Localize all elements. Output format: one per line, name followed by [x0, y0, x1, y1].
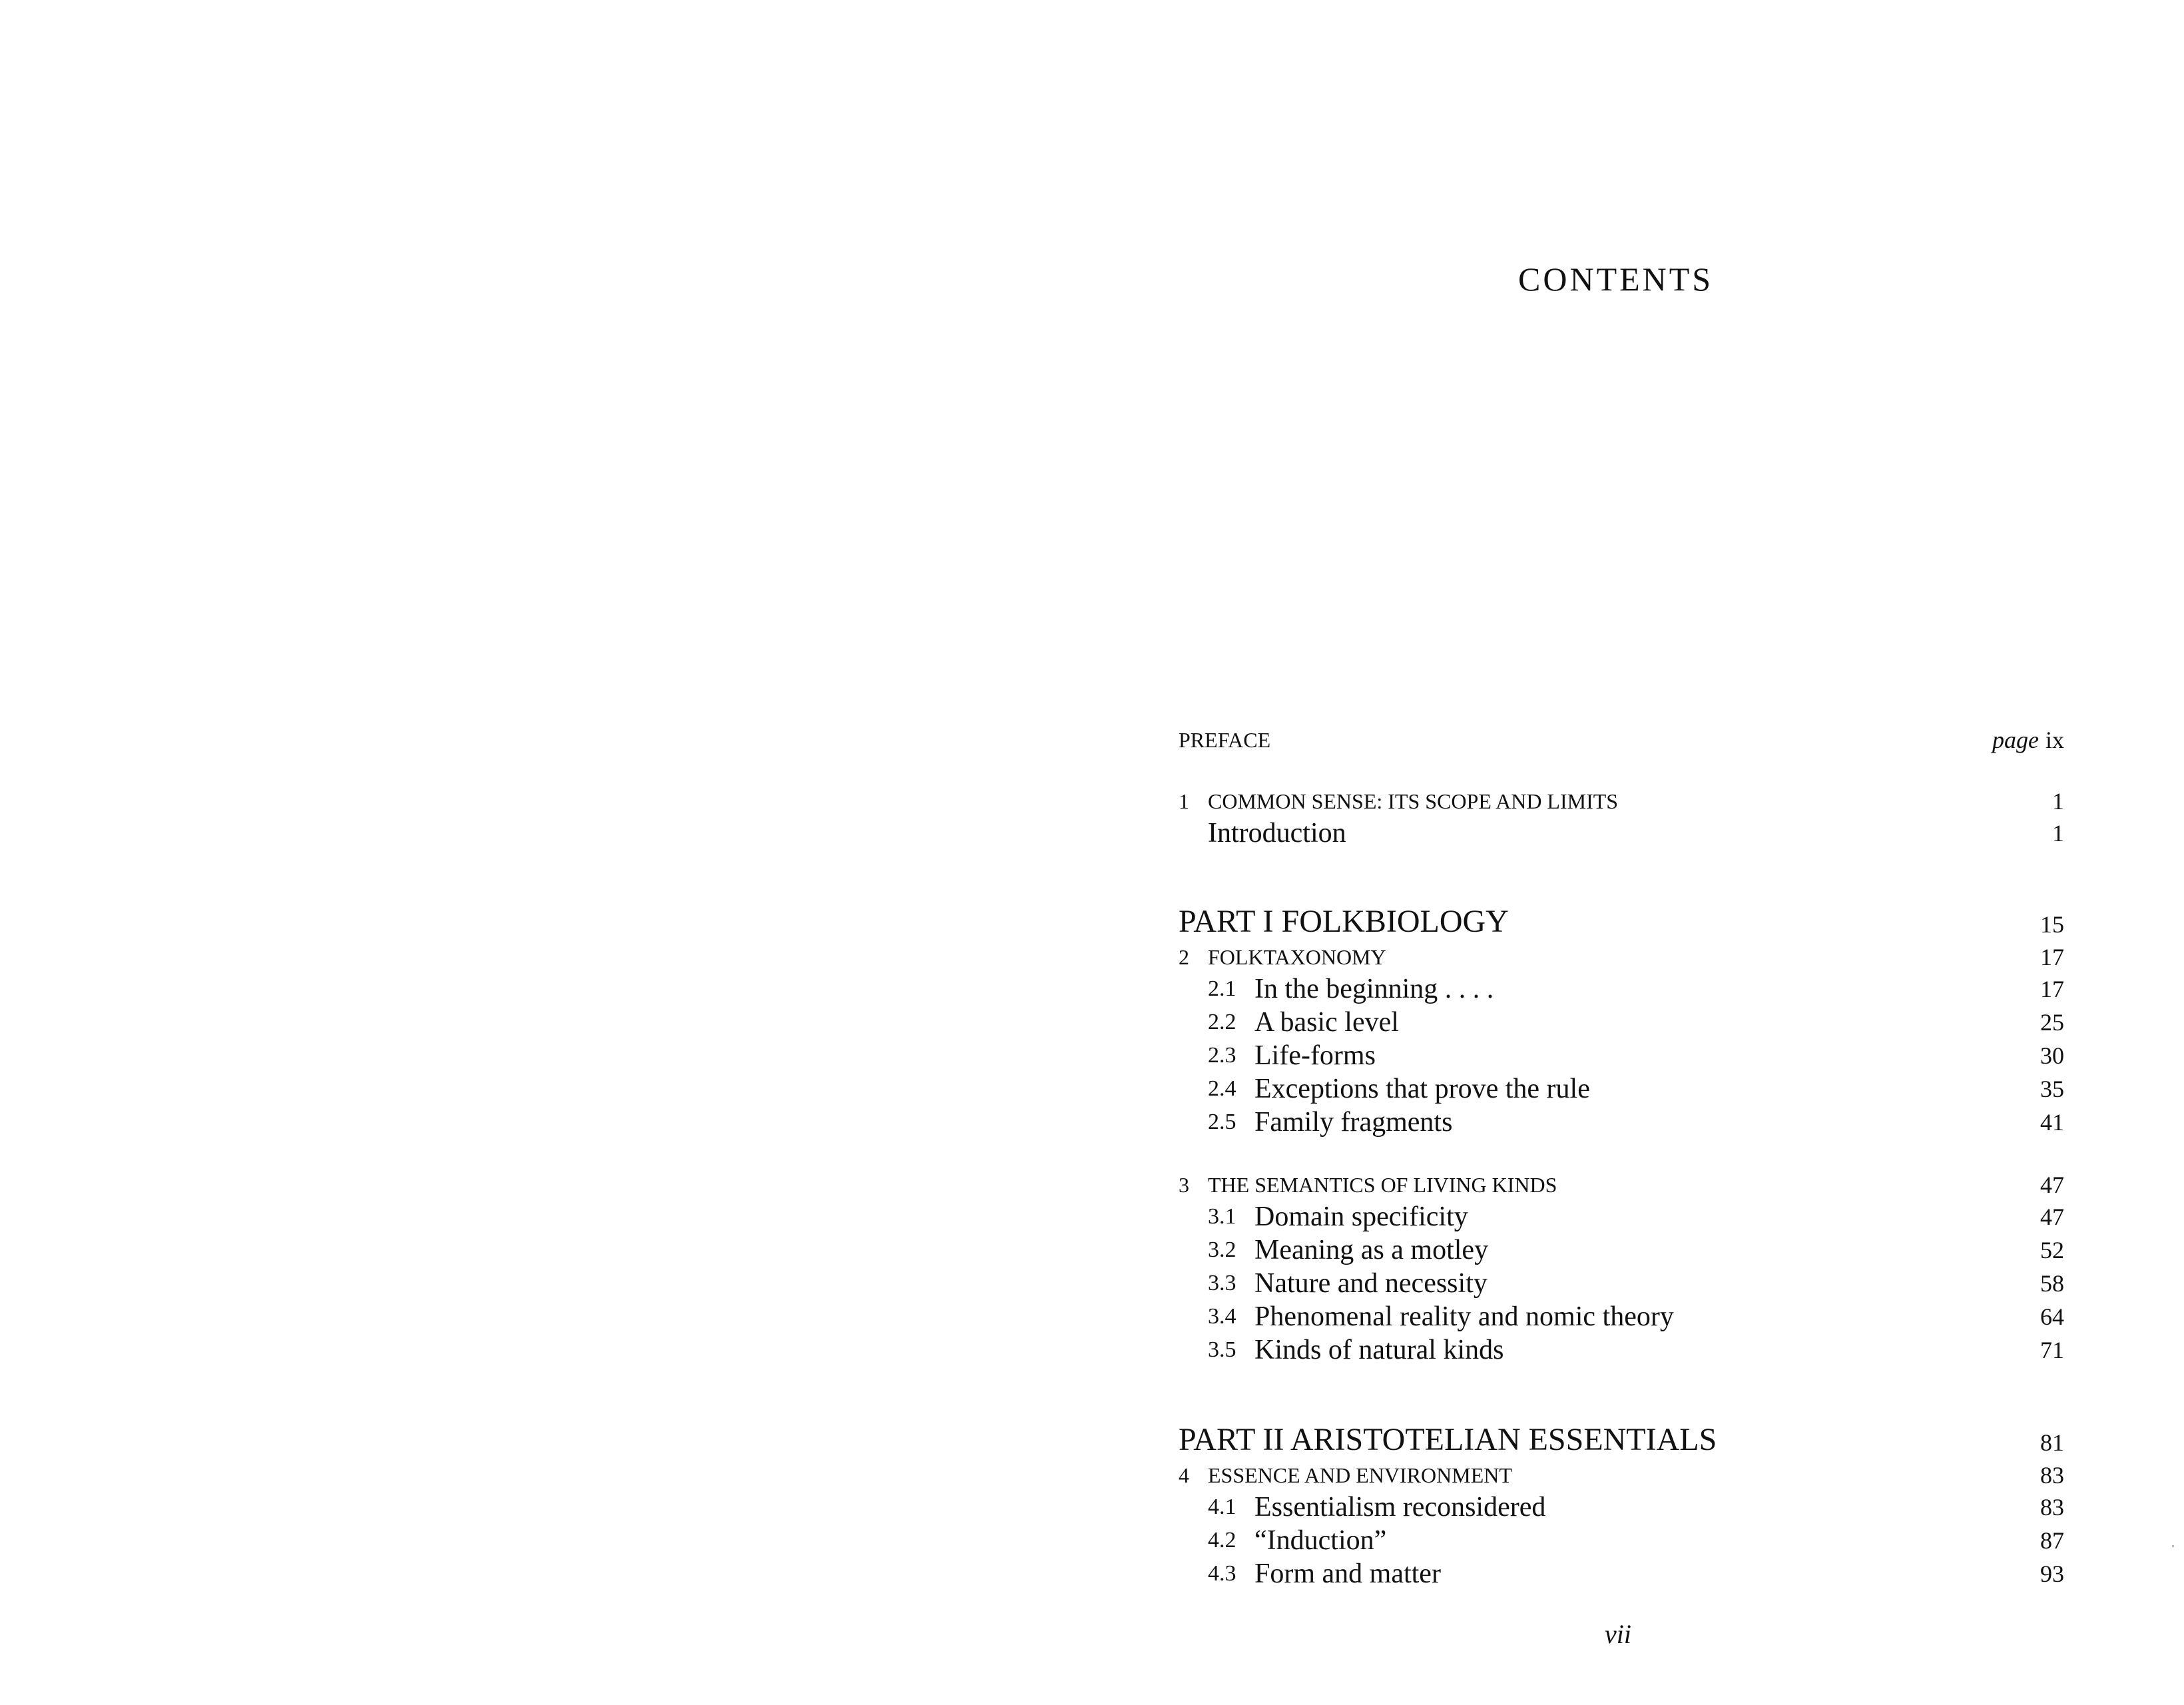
- section-number: 2.2: [1208, 1010, 1236, 1034]
- toc-entry-label: Introduction: [1208, 818, 1346, 849]
- toc-entry-label: Life-forms: [1254, 1040, 1376, 1071]
- toc-entry-section-4-2: [1179, 1524, 2064, 1557]
- scan-speck: [2172, 1545, 2174, 1547]
- toc-entry-chapter-3: [1179, 1168, 2064, 1201]
- toc-entry-section-2-2: [1179, 1006, 2064, 1039]
- toc-entry-label: Exceptions that prove the rule: [1254, 1074, 1590, 1104]
- section-number: 3.1: [1208, 1204, 1236, 1229]
- toc-entry-section-3-5: [1179, 1333, 2064, 1367]
- toc-entry-page: 30: [2040, 1042, 2064, 1069]
- toc-entry-label: Nature and necessity: [1254, 1268, 1488, 1299]
- section-number: 3.2: [1208, 1237, 1236, 1262]
- page-title: CONTENTS: [1518, 260, 1714, 298]
- toc-entry-label: “Induction”: [1254, 1525, 1387, 1556]
- section-number: 2.5: [1208, 1110, 1236, 1134]
- toc-entry-page: 83: [2040, 1462, 2064, 1489]
- page-number: ix: [2045, 727, 2064, 753]
- toc-entry-part-2: [1179, 1420, 2064, 1460]
- toc-entry-label: PART II ARISTOTELIAN ESSENTIALS: [1179, 1422, 1717, 1457]
- chapter-number: 2: [1179, 945, 1189, 969]
- toc-entry-label: ESSENCE AND ENVIRONMENT: [1208, 1463, 1512, 1487]
- toc-entry-section-2-4: [1179, 1072, 2064, 1106]
- toc-entry-page: 71: [2040, 1337, 2064, 1363]
- toc-entry-introduction: [1179, 817, 2064, 850]
- section-number: 2.1: [1208, 976, 1236, 1001]
- toc-entry-section-2-3: [1179, 1039, 2064, 1072]
- toc-entry-label: PREFACE: [1179, 728, 1271, 752]
- toc-entry-section-3-4: [1179, 1300, 2064, 1333]
- toc-entry-page: 58: [2040, 1270, 2064, 1297]
- toc-entry-label: Phenomenal reality and nomic theory: [1254, 1301, 1674, 1332]
- page-folio: vii: [1605, 1619, 1631, 1649]
- toc-entry-section-2-1: [1179, 972, 2064, 1006]
- toc-entry-section-4-3: [1179, 1557, 2064, 1590]
- toc-entry-section-3-3: [1179, 1267, 2064, 1300]
- section-number: 4.3: [1208, 1561, 1236, 1586]
- toc-entry-page: 93: [2040, 1560, 2064, 1587]
- chapter-number: 1: [1179, 789, 1189, 813]
- toc-entry-label: A basic level: [1254, 1007, 1399, 1038]
- toc-entry-page: 52: [2040, 1237, 2064, 1263]
- toc-entry-chapter-2: [1179, 940, 2064, 974]
- toc-entry-label: In the beginning . . . .: [1254, 974, 1494, 1004]
- section-number: 3.4: [1208, 1304, 1236, 1329]
- toc-entry-page: 25: [2040, 1009, 2064, 1036]
- toc-entry-label: Meaning as a motley: [1254, 1235, 1489, 1265]
- toc-entry-page: 83: [2040, 1494, 2064, 1521]
- chapter-number: 4: [1179, 1463, 1189, 1487]
- toc-entry-page: 47: [2040, 1203, 2064, 1230]
- toc-entry-preface: [1179, 723, 2064, 757]
- toc-entry-page: 81: [2040, 1429, 2064, 1456]
- toc-entry-section-4-1: [1179, 1491, 2064, 1524]
- toc-entry-part-1: [1179, 902, 2064, 942]
- toc-entry-page: 17: [2040, 976, 2064, 1002]
- page-prefix: page: [1992, 727, 2039, 753]
- toc-entry-section-3-2: [1179, 1233, 2064, 1267]
- section-number: 2.3: [1208, 1043, 1236, 1068]
- toc-entry-chapter-1: [1179, 785, 2064, 818]
- toc-entry-page: 87: [2040, 1527, 2064, 1554]
- toc-entry-label: Kinds of natural kinds: [1254, 1335, 1504, 1365]
- toc-entry-section-3-1: [1179, 1200, 2064, 1233]
- toc-entry-page: 35: [2040, 1076, 2064, 1102]
- toc-entry-page: 1: [2052, 788, 2064, 815]
- toc-entry-section-2-5: [1179, 1106, 2064, 1139]
- toc-entry-label: PART I FOLKBIOLOGY: [1179, 904, 1509, 939]
- toc-entry-label: Family fragments: [1254, 1107, 1453, 1138]
- section-number: 4.1: [1208, 1495, 1236, 1519]
- toc-entry-page: 41: [2040, 1109, 2064, 1136]
- toc-entry-page: 17: [2040, 944, 2064, 970]
- toc-entry-label: COMMON SENSE: ITS SCOPE AND LIMITS: [1208, 789, 1619, 813]
- toc-entry-page: 64: [2040, 1303, 2064, 1330]
- section-number: 4.2: [1208, 1528, 1236, 1552]
- toc-entry-label: Domain specificity: [1254, 1201, 1468, 1232]
- toc-entry-page: 15: [2040, 911, 2064, 938]
- section-number: 3.3: [1208, 1271, 1236, 1295]
- section-number: 3.5: [1208, 1337, 1236, 1362]
- section-number: 2.4: [1208, 1076, 1236, 1101]
- toc-entry-label: FOLKTAXONOMY: [1208, 945, 1386, 969]
- toc-entry-page: 1: [2052, 820, 2064, 847]
- toc-entry-chapter-4: [1179, 1459, 2064, 1492]
- toc-entry-label: Form and matter: [1254, 1558, 1441, 1589]
- toc-entry-label: Essentialism reconsidered: [1254, 1492, 1546, 1523]
- toc-entry-page: [1992, 723, 2064, 757]
- toc-entry-label: THE SEMANTICS OF LIVING KINDS: [1208, 1173, 1557, 1197]
- chapter-number: 3: [1179, 1173, 1189, 1197]
- toc-entry-page: 47: [2040, 1172, 2064, 1198]
